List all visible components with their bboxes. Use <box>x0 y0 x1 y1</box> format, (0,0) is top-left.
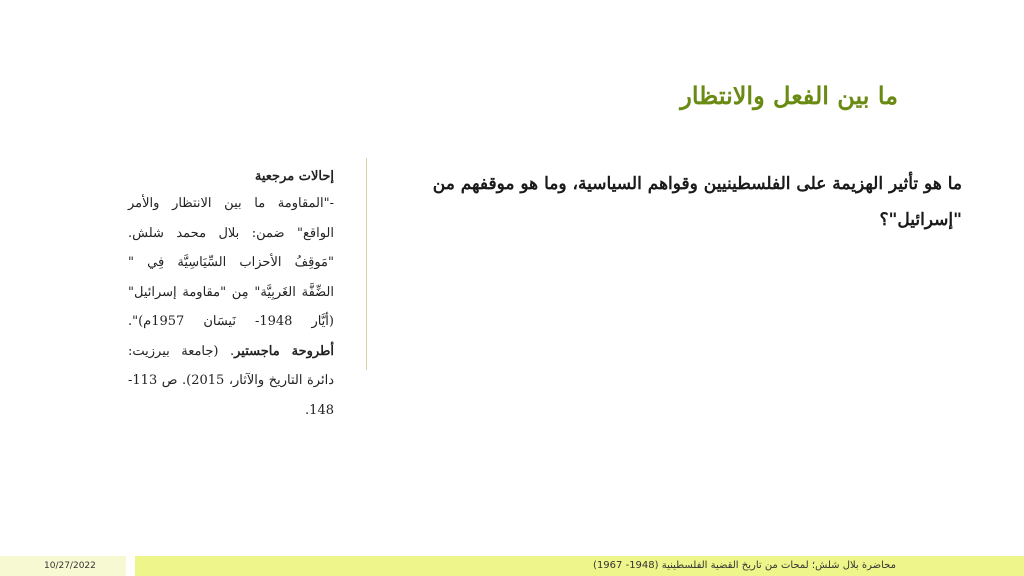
references-text-part1: -"المقاومة ما بين الانتظار والأمر الواقع" ضمن: بلال محمد شلش. "مَوقِفُ الأحزاب السِّيَاسِيَّة فِي " الضِّفَّة الغَربِيَّة" مِن "مقاومة إسرائيل" (أيَّار 1948- نَيسَان 1957م)". <box>128 196 334 329</box>
slide-body-text: ما هو تأثير الهزيمة على الفلسطينيين وقواهم السياسية، وما هو موقفهم من "إسرائيل"؟ <box>432 174 962 230</box>
references-bold-thesis: أطروحة ماجستير <box>234 343 334 359</box>
references-text-part2: . (جامعة بيرزيت: دائرة التاريخ والآثار، 2015). ص 113-148. <box>128 343 334 418</box>
footer-date: 10/27/2022 <box>44 561 96 571</box>
column-divider <box>366 158 367 370</box>
references-box <box>128 165 334 425</box>
references-heading: إحالات مرجعية <box>254 169 334 184</box>
footer-text: محاضرة بلال شلش؛ لمحات من تاريخ القضية الفلسطينية (1948- 1967) <box>593 560 896 571</box>
slide-title: ما بين الفعل والانتظار <box>680 81 898 110</box>
